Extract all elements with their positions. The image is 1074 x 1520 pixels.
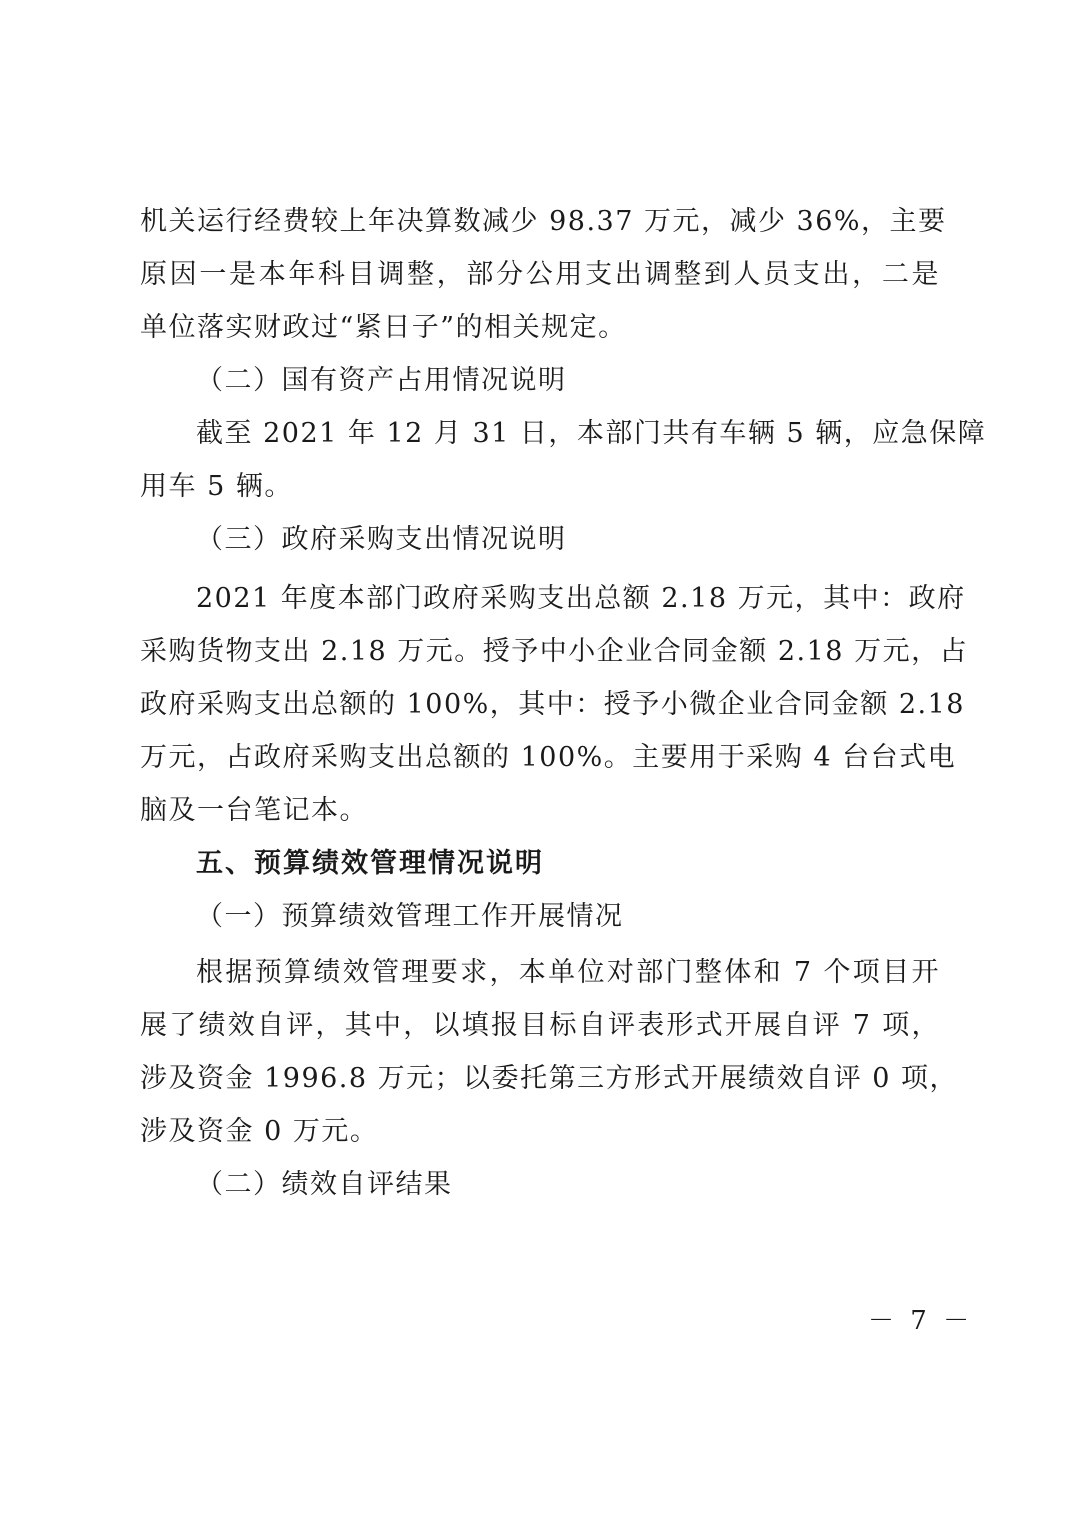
- section-subheading: （二）国有资产占用情况说明: [196, 365, 567, 396]
- section-heading: 五、预算绩效管理情况说明: [196, 848, 544, 879]
- paragraph-line: 机关运行经费较上年决算数减少 98.37 万元，减少 36%，主要: [140, 206, 947, 237]
- section-subheading: （三）政府采购支出情况说明: [196, 524, 567, 555]
- section-subheading: （二）绩效自评结果: [196, 1169, 453, 1200]
- page-number: － 7 －: [868, 1306, 974, 1336]
- paragraph-line: 政府采购支出总额的 100%，其中：授予小微企业合同金额 2.18: [140, 689, 965, 720]
- paragraph-line: 万元，占政府采购支出总额的 100%。主要用于采购 4 台台式电: [140, 742, 957, 773]
- paragraph-line: 脑及一台笔记本。: [140, 795, 368, 826]
- paragraph-line: 根据预算绩效管理要求，本单位对部门整体和 7 个项目开: [196, 957, 940, 988]
- paragraph-line: 截至 2021 年 12 月 31 日，本部门共有车辆 5 辆，应急保障: [196, 418, 987, 449]
- paragraph-line: 展了绩效自评，其中，以填报目标自评表形式开展自评 7 项，: [140, 1010, 940, 1041]
- paragraph-line: 2021 年度本部门政府采购支出总额 2.18 万元，其中：政府: [196, 583, 966, 614]
- paragraph-line: 原因一是本年科目调整，部分公用支出调整到人员支出，二是: [140, 259, 940, 290]
- paragraph-line: 用车 5 辆。: [140, 471, 293, 502]
- paragraph-line: 涉及资金 0 万元。: [140, 1116, 379, 1147]
- section-subheading: （一）预算绩效管理工作开展情况: [196, 901, 624, 932]
- paragraph-line: 采购货物支出 2.18 万元。授予中小企业合同金额 2.18 万元，占: [140, 636, 969, 667]
- paragraph-line: 涉及资金 1996.8 万元；以委托第三方形式开展绩效自评 0 项，: [140, 1063, 958, 1094]
- paragraph-line: 单位落实财政过“紧日子”的相关规定。: [140, 312, 627, 343]
